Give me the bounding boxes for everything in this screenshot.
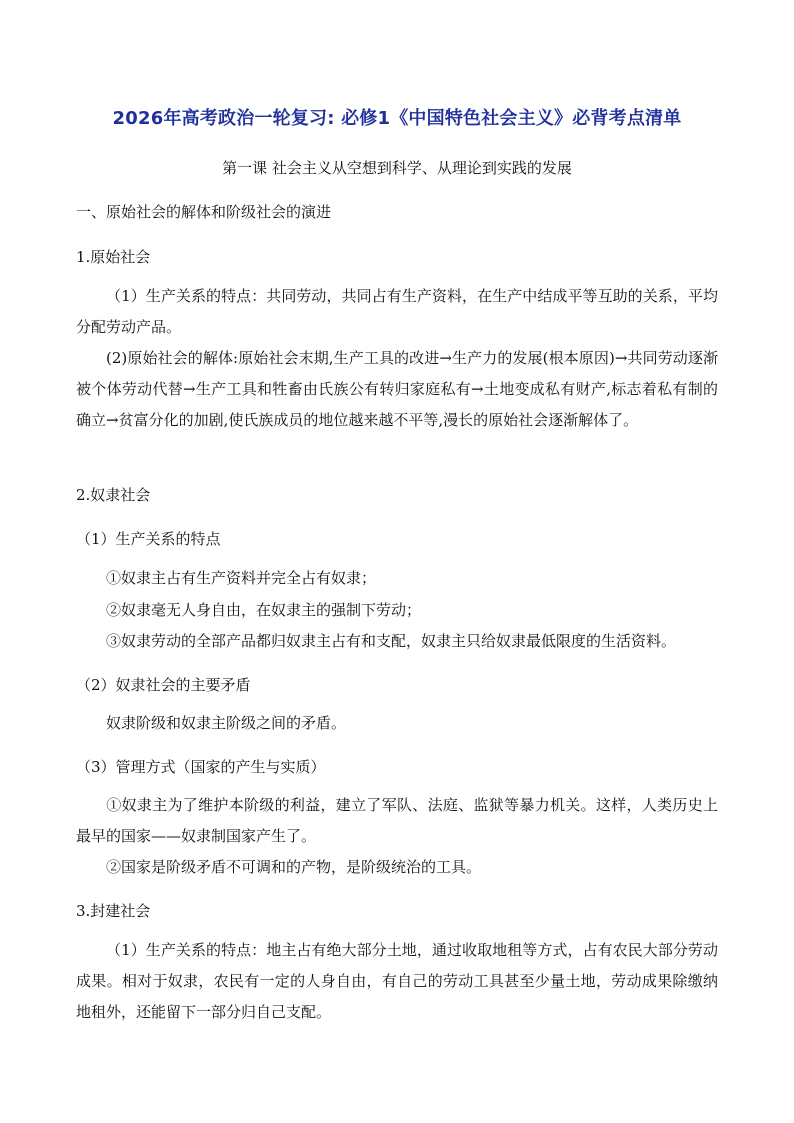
feudal-relations-paragraph xyxy=(76,935,718,1028)
slave-relations-item: ①奴隶主占有生产资料并完全占有奴隶； xyxy=(106,569,377,587)
slave-management-text-1: ①奴隶主为了维护本阶级的利益，建立了军队、法庭、监狱等暴力机关。这样，人类历史上最早的国家——奴隶制国家产生了。 xyxy=(76,796,718,845)
slave-society-heading: 2.奴隶社会 xyxy=(76,486,151,504)
slave-management-paragraph-2: ②国家是阶级矛盾不可调和的产物，是阶级统治的工具。 xyxy=(106,858,482,876)
feudal-relations-text: （1）生产关系的特点：地主占有绝大部分土地，通过收取地租等方式，占有农民大部分劳动成果。相对于奴隶，农民有一定的人身自由，有自己的劳动工具甚至少量土地，劳动成果除缴纳地租外，还能留下一部分归自己支配。 xyxy=(76,941,718,1021)
primitive-relations-text: （1）生产关系的特点：共同劳动，共同占有生产资料，在生产中结成平等互助的关系，平均分配劳动产品。 xyxy=(76,287,718,336)
primitive-dissolution-text: (2)原始社会的解体:原始社会末期,生产工具的改进→生产力的发展(根本原因)→共同劳动逐渐被个体劳动代替→生产工具和牲畜由氏族公有转归家庭私有→土地变成私有财产,标志着私有制的确立→贫富分化的加剧,使氏族成员的地位越来越不平等,漫长的原始社会逐渐解体了。 xyxy=(76,349,718,429)
primitive-society-heading: 1.原始社会 xyxy=(76,248,151,266)
slave-relations-item: ③奴隶劳动的全部产品都归奴隶主占有和支配，奴隶主只给奴隶最低限度的生活资料。 xyxy=(106,632,677,650)
primitive-dissolution-paragraph xyxy=(76,343,718,436)
lesson-title: 第一课 社会主义从空想到科学、从理论到实践的发展 xyxy=(222,159,572,177)
feudal-society-heading: 3.封建社会 xyxy=(76,902,151,920)
slave-management-heading: （3）管理方式（国家的产生与实质） xyxy=(76,758,326,776)
slave-relations-item: ②奴隶毫无人身自由，在奴隶主的强制下劳动； xyxy=(106,601,422,619)
primitive-relations-paragraph xyxy=(76,281,718,343)
slave-relations-heading: （1）生产关系的特点 xyxy=(76,530,221,548)
slave-contradiction-text: 奴隶阶级和奴隶主阶级之间的矛盾。 xyxy=(106,714,347,732)
section-heading: 一、原始社会的解体和阶级社会的演进 xyxy=(76,203,332,221)
slave-contradiction-heading: （2）奴隶社会的主要矛盾 xyxy=(76,676,251,694)
document-title: 2026年高考政治一轮复习: 必修1《中国特色社会主义》必背考点清单 xyxy=(112,108,682,129)
slave-management-paragraph-1 xyxy=(76,790,718,852)
